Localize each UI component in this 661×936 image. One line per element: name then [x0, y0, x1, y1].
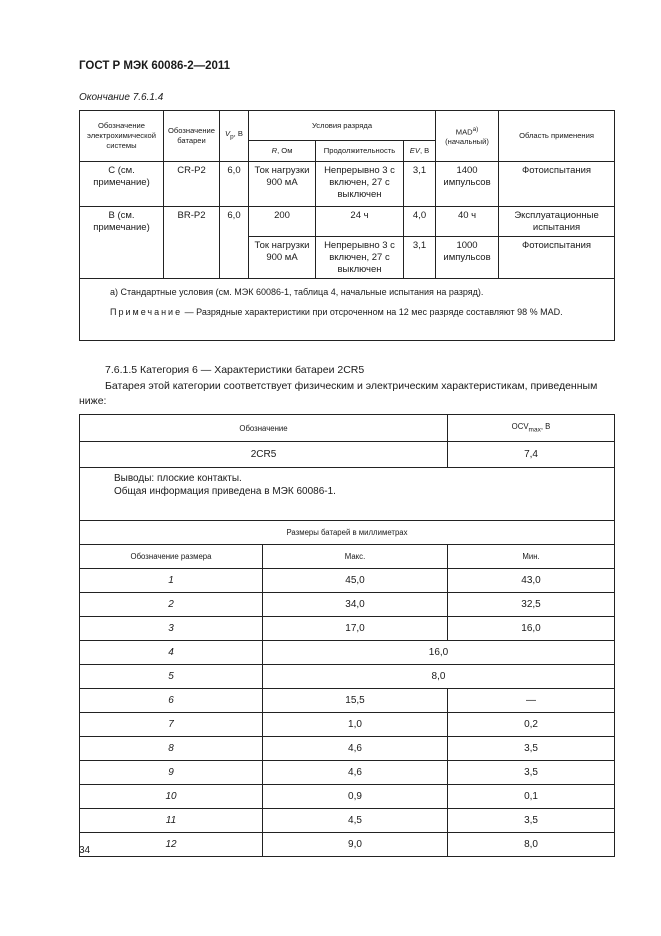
dimensions-title: Размеры батарей в миллиметрах [80, 521, 615, 545]
dim-max: 4,6 [263, 737, 448, 761]
footnote: a) Стандартные условия (см. МЭК 60086-1, таблица 4, начальные испытания на разряд). [110, 287, 484, 297]
table-row [80, 713, 615, 737]
row3-ev: 3,1 [404, 237, 436, 279]
header-max: Макс. [263, 545, 448, 569]
table-row [80, 665, 615, 689]
dim-min: 3,5 [448, 737, 615, 761]
dim-number: 7 [80, 713, 263, 737]
dim-max: 45,0 [263, 569, 448, 593]
table-caption: Окончание 7.6.1.4 [79, 92, 164, 103]
row1-vp: 6,0 [220, 162, 249, 207]
header-area: Область применения [499, 111, 615, 162]
row2-vp: 6,0 [220, 207, 249, 279]
header-battery: Обозначение батареи [164, 111, 220, 162]
dim-max: 17,0 [263, 617, 448, 641]
header-system: Обозначение электрохимической системы [80, 111, 164, 162]
page-number: 34 [79, 845, 91, 856]
note-text: — Разрядные характеристики при отсроченном на 12 мес разряде составляют 98 % MAD. [184, 307, 563, 317]
row3-r: Ток нагрузки 900 мА [249, 237, 316, 279]
row1-mad: 1400 импульсов [436, 162, 499, 207]
dim-min: 8,0 [448, 833, 615, 857]
info-general: Общая информация приведена в МЭК 60086-1. [114, 486, 336, 497]
designation-value: 2CR5 [80, 442, 448, 468]
dim-number: 12 [80, 833, 263, 857]
header-r: R, Ом [249, 141, 316, 162]
section-paragraph: Батарея этой категории соответствует физическим и электрическим характеристикам, приведенным ниже: [79, 380, 598, 407]
dim-max: 34,0 [263, 593, 448, 617]
dim-number: 11 [80, 809, 263, 833]
row2-battery: BR-P2 [164, 207, 220, 279]
table-row [80, 809, 615, 833]
dim-number: 6 [80, 689, 263, 713]
dim-min: 32,5 [448, 593, 615, 617]
general-info [80, 468, 615, 521]
row2-duration: 24 ч [316, 207, 404, 237]
dim-number: 10 [80, 785, 263, 809]
table-row [80, 689, 615, 713]
dim-number: 2 [80, 593, 263, 617]
table-row [80, 785, 615, 809]
dim-min: 3,5 [448, 809, 615, 833]
dim-number: 8 [80, 737, 263, 761]
row2-ev: 4,0 [404, 207, 436, 237]
header-dimension: Обозначение размера [80, 545, 263, 569]
section-title: 7.6.1.5 Категория 6 — Характеристики батареи 2CR5 [105, 364, 365, 376]
header-ocv: $OCV_{max}$, В [448, 415, 615, 442]
row1-area: Фотоиспытания [499, 162, 615, 207]
dim-value: 16,0 [263, 641, 615, 665]
dim-number: 1 [80, 569, 263, 593]
header-vp: $V_p$, В [220, 111, 249, 162]
dim-max: 4,5 [263, 809, 448, 833]
row2-r: 200 [249, 207, 316, 237]
dim-min: 3,5 [448, 761, 615, 785]
row3-mad: 1000 импульсов [436, 237, 499, 279]
header-mad: MAD$^{a)}$ (начальный) [436, 111, 499, 162]
row1-battery: CR-P2 [164, 162, 220, 207]
header-designation: Обозначение [80, 415, 448, 442]
document-header: ГОСТ Р МЭК 60086-2—2011 [79, 60, 231, 72]
note [110, 306, 614, 318]
dim-min: 0,2 [448, 713, 615, 737]
row2-area: Эксплуатационные испытания [499, 207, 615, 237]
dim-min: 0,1 [448, 785, 615, 809]
dim-min: — [448, 689, 615, 713]
table-row [80, 737, 615, 761]
table-notes [80, 279, 615, 341]
dim-value: 8,0 [263, 665, 615, 689]
dim-min: 43,0 [448, 569, 615, 593]
row3-area: Фотоиспытания [499, 237, 615, 279]
battery-2cr5-table [79, 414, 615, 857]
dim-number: 9 [80, 761, 263, 785]
row1-duration: Непрерывно 3 с включен, 27 с выключен [316, 162, 404, 207]
info-terminals: Выводы: плоские контакты. [114, 473, 242, 484]
dim-max: 4,6 [263, 761, 448, 785]
dim-max: 9,0 [263, 833, 448, 857]
table-row [80, 641, 615, 665]
dim-number: 3 [80, 617, 263, 641]
dim-max: 15,5 [263, 689, 448, 713]
dim-max: 0,9 [263, 785, 448, 809]
row1-ev: 3,1 [404, 162, 436, 207]
row2-mad: 40 ч [436, 207, 499, 237]
table-row [80, 761, 615, 785]
table-row [80, 833, 615, 857]
dim-max: 1,0 [263, 713, 448, 737]
header-ev: EV, В [404, 141, 436, 162]
dim-number: 5 [80, 665, 263, 689]
header-duration: Продолжительность [316, 141, 404, 162]
row2-system: B (см. примечание) [80, 207, 164, 279]
table-row [80, 593, 615, 617]
row1-system: C (см. примечание) [80, 162, 164, 207]
ocv-value: 7,4 [448, 442, 615, 468]
table-row [80, 617, 615, 641]
header-min: Мин. [448, 545, 615, 569]
row1-r: Ток нагрузки 900 мА [249, 162, 316, 207]
table-row [80, 569, 615, 593]
row3-duration: Непрерывно 3 с включен, 27 с выключен [316, 237, 404, 279]
note-label: Примечание [110, 307, 183, 317]
header-conditions: Условия разряда [249, 111, 436, 141]
discharge-conditions-table [79, 110, 615, 341]
dim-number: 4 [80, 641, 263, 665]
dim-min: 16,0 [448, 617, 615, 641]
